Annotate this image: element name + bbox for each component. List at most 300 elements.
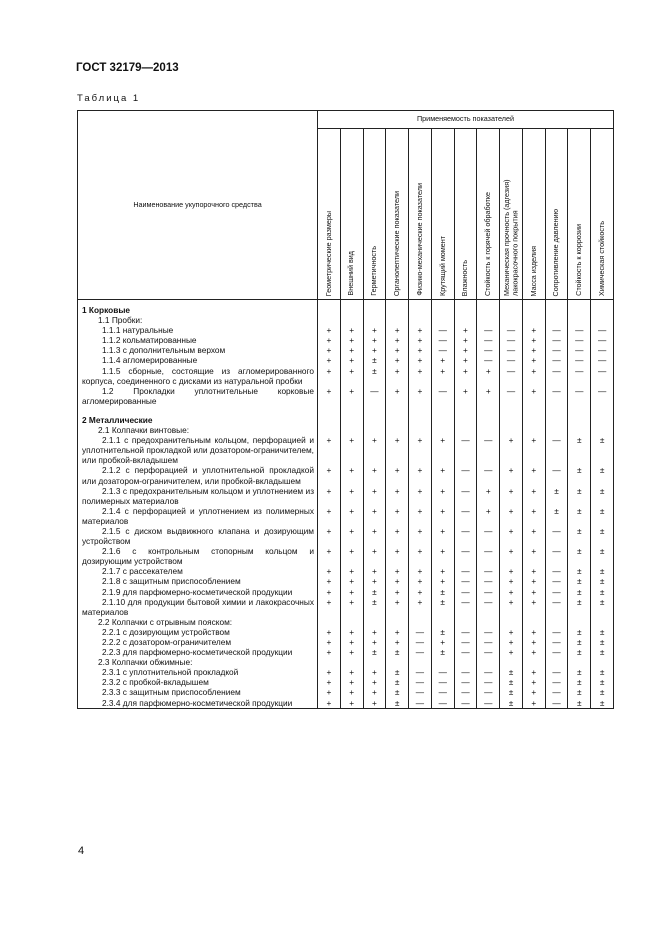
table-row xyxy=(78,366,614,386)
row-value: ± xyxy=(591,435,614,465)
row-value: + xyxy=(522,546,545,566)
row-value: ± xyxy=(568,576,591,586)
table-row xyxy=(78,506,614,526)
row-value: — xyxy=(477,526,500,546)
table-row xyxy=(78,300,614,316)
row-value: ± xyxy=(591,647,614,657)
row-value: — xyxy=(568,386,591,406)
row-value: + xyxy=(318,526,341,546)
row-name: 2.3.2 с пробкой-вкладышем xyxy=(78,677,318,687)
row-value: ± xyxy=(431,627,454,637)
row-value xyxy=(409,406,432,415)
row-value: — xyxy=(545,435,568,465)
row-value: — xyxy=(454,677,477,687)
row-value xyxy=(340,617,363,627)
column-header xyxy=(500,129,523,300)
row-value xyxy=(477,657,500,667)
row-name: 1.1.1 натуральные xyxy=(78,325,318,335)
row-value: ± xyxy=(500,698,523,709)
row-value xyxy=(545,315,568,325)
row-value: — xyxy=(477,627,500,637)
row-value: + xyxy=(500,566,523,576)
row-value: + xyxy=(409,366,432,386)
row-value: — xyxy=(477,325,500,335)
row-value xyxy=(340,657,363,667)
row-value: + xyxy=(386,526,409,546)
table-row xyxy=(78,315,614,325)
row-value: — xyxy=(431,345,454,355)
row-value xyxy=(591,657,614,667)
row-value: ± xyxy=(568,566,591,576)
row-value: — xyxy=(545,345,568,355)
row-value: — xyxy=(477,355,500,365)
column-header xyxy=(522,129,545,300)
row-value xyxy=(431,425,454,435)
row-value xyxy=(568,315,591,325)
row-value: — xyxy=(477,637,500,647)
row-value: + xyxy=(363,687,386,697)
row-value: + xyxy=(500,486,523,506)
row-value: + xyxy=(409,506,432,526)
table-row xyxy=(78,325,614,335)
column-header-label: Органолептические показатели xyxy=(391,190,401,296)
row-value: + xyxy=(318,345,341,355)
row-value xyxy=(363,657,386,667)
row-value: + xyxy=(522,486,545,506)
row-value xyxy=(454,300,477,316)
row-value xyxy=(409,315,432,325)
row-value xyxy=(522,657,545,667)
document-title: ГОСТ 32179—2013 xyxy=(76,62,179,74)
row-value: + xyxy=(386,486,409,506)
row-value xyxy=(318,425,341,435)
row-value: — xyxy=(591,345,614,355)
row-value: + xyxy=(363,486,386,506)
row-value: — xyxy=(545,465,568,485)
row-value: — xyxy=(591,325,614,335)
row-value: ± xyxy=(386,647,409,657)
table-row xyxy=(78,647,614,657)
row-name: 1.2 Прокладки уплотнительные корковые агломерированные xyxy=(78,386,318,406)
table-row xyxy=(78,345,614,355)
column-header xyxy=(340,129,363,300)
row-value: — xyxy=(568,366,591,386)
row-value xyxy=(545,617,568,627)
row-value xyxy=(386,406,409,415)
row-value: ± xyxy=(568,546,591,566)
row-value: + xyxy=(363,526,386,546)
row-value: — xyxy=(477,345,500,355)
row-value xyxy=(545,415,568,425)
row-value: — xyxy=(591,386,614,406)
row-value: — xyxy=(431,667,454,677)
row-value xyxy=(318,657,341,667)
row-value: + xyxy=(386,366,409,386)
row-value xyxy=(522,415,545,425)
row-value: + xyxy=(363,335,386,345)
row-value: — xyxy=(500,345,523,355)
row-value: ± xyxy=(591,677,614,687)
row-value: — xyxy=(477,647,500,657)
row-value: — xyxy=(477,566,500,576)
row-value: + xyxy=(340,647,363,657)
row-value: ± xyxy=(386,677,409,687)
row-value: + xyxy=(409,386,432,406)
row-value: — xyxy=(409,637,432,647)
row-value: — xyxy=(477,546,500,566)
row-value: + xyxy=(363,345,386,355)
row-value: + xyxy=(409,335,432,345)
row-value xyxy=(500,300,523,316)
row-value: + xyxy=(340,435,363,465)
row-value: + xyxy=(318,465,341,485)
row-value: — xyxy=(477,435,500,465)
table-row xyxy=(78,677,614,687)
row-value xyxy=(431,300,454,316)
row-value: + xyxy=(522,465,545,485)
row-value: ± xyxy=(386,698,409,709)
row-value xyxy=(340,415,363,425)
row-value: + xyxy=(386,465,409,485)
row-value xyxy=(340,300,363,316)
row-value: — xyxy=(591,366,614,386)
row-value: ± xyxy=(591,597,614,617)
column-header xyxy=(591,129,614,300)
row-value xyxy=(409,300,432,316)
row-name: 1.1.4 агломерированные xyxy=(78,355,318,365)
row-value: — xyxy=(477,335,500,345)
row-name: 2.2.1 с дозирующим устройством xyxy=(78,627,318,637)
row-value xyxy=(500,415,523,425)
applicability-table xyxy=(77,110,614,709)
row-value: + xyxy=(454,355,477,365)
row-value: — xyxy=(454,687,477,697)
row-value: + xyxy=(454,386,477,406)
row-value: + xyxy=(409,465,432,485)
row-name: 2.3.3 с защитным приспособлением xyxy=(78,687,318,697)
row-value: — xyxy=(545,526,568,546)
row-value: ± xyxy=(431,647,454,657)
applicability-group-header: Применяемость показателей xyxy=(318,111,614,129)
row-value: — xyxy=(477,587,500,597)
row-value xyxy=(522,300,545,316)
row-value: + xyxy=(318,576,341,586)
row-value: + xyxy=(431,566,454,576)
row-value xyxy=(500,406,523,415)
row-value: + xyxy=(340,627,363,637)
row-value xyxy=(522,315,545,325)
row-value: + xyxy=(522,637,545,647)
row-value: + xyxy=(409,526,432,546)
row-value xyxy=(386,415,409,425)
row-value xyxy=(500,657,523,667)
row-value: — xyxy=(500,355,523,365)
row-value: — xyxy=(477,597,500,617)
row-value xyxy=(454,415,477,425)
row-value: + xyxy=(500,576,523,586)
row-value: + xyxy=(431,435,454,465)
row-value xyxy=(409,425,432,435)
row-value: ± xyxy=(591,687,614,697)
row-value: — xyxy=(454,637,477,647)
table-row xyxy=(78,465,614,485)
row-value: — xyxy=(545,637,568,647)
row-value: + xyxy=(340,546,363,566)
row-value: ± xyxy=(568,465,591,485)
row-value: — xyxy=(454,627,477,637)
row-value: + xyxy=(522,597,545,617)
row-value: + xyxy=(340,597,363,617)
row-value: ± xyxy=(568,526,591,546)
row-name: 2.1.1 с предохранительным кольцом, перфорацией и уплотнительной прокладкой или дозатором-ограничителем, или пробкой-вкладышем xyxy=(78,435,318,465)
row-value xyxy=(454,406,477,415)
row-value xyxy=(522,425,545,435)
row-value xyxy=(477,617,500,627)
row-value: + xyxy=(477,486,500,506)
row-value: + xyxy=(386,355,409,365)
row-value: + xyxy=(363,566,386,576)
row-value xyxy=(591,617,614,627)
row-name: 2.1.9 для парфюмерно-косметической продукции xyxy=(78,587,318,597)
column-header-label: Механическая прочность (адгезия) лакокрасочного покрытия xyxy=(501,179,519,296)
row-value xyxy=(522,617,545,627)
row-value: + xyxy=(522,506,545,526)
row-value: + xyxy=(522,576,545,586)
row-value: + xyxy=(363,506,386,526)
row-value xyxy=(454,657,477,667)
row-value: + xyxy=(318,587,341,597)
row-value: + xyxy=(454,335,477,345)
row-value: + xyxy=(386,566,409,576)
row-name: 2.1.4 с перфорацией и уплотнением из полимерных материалов xyxy=(78,506,318,526)
row-value: ± xyxy=(591,546,614,566)
row-value xyxy=(318,415,341,425)
row-value: ± xyxy=(431,597,454,617)
row-value xyxy=(431,415,454,425)
row-value: — xyxy=(454,597,477,617)
row-value: + xyxy=(500,526,523,546)
row-value: + xyxy=(522,627,545,637)
row-value: + xyxy=(500,637,523,647)
row-value xyxy=(545,300,568,316)
row-value: + xyxy=(363,546,386,566)
row-name: 1.1.2 кольматированные xyxy=(78,335,318,345)
row-value: — xyxy=(454,526,477,546)
row-value: ± xyxy=(591,566,614,576)
row-value: + xyxy=(522,526,545,546)
row-value: + xyxy=(318,627,341,637)
row-value xyxy=(568,617,591,627)
row-value: + xyxy=(363,667,386,677)
row-value: — xyxy=(454,698,477,709)
row-value: — xyxy=(545,698,568,709)
row-value: ± xyxy=(591,627,614,637)
column-header xyxy=(409,129,432,300)
row-value: + xyxy=(409,486,432,506)
row-value: + xyxy=(386,506,409,526)
row-value xyxy=(386,425,409,435)
row-value: ± xyxy=(591,526,614,546)
row-value: + xyxy=(318,546,341,566)
row-value xyxy=(545,657,568,667)
row-value: — xyxy=(409,647,432,657)
row-name: 2.1.6 с контрольным стопорным кольцом и дозирующим устройством xyxy=(78,546,318,566)
row-value xyxy=(454,617,477,627)
row-value: ± xyxy=(363,366,386,386)
row-value: — xyxy=(454,465,477,485)
row-name: 1 Корковые xyxy=(78,300,318,316)
row-value: — xyxy=(545,366,568,386)
row-value: + xyxy=(340,576,363,586)
row-value: — xyxy=(545,576,568,586)
row-value: ± xyxy=(545,506,568,526)
row-value: — xyxy=(500,325,523,335)
row-value: — xyxy=(454,587,477,597)
column-header-label: Сопротивление давлению xyxy=(551,208,561,296)
row-value: + xyxy=(500,587,523,597)
row-name: 2.2.3 для парфюмерно-косметической продукции xyxy=(78,647,318,657)
row-value xyxy=(431,406,454,415)
row-value: ± xyxy=(545,486,568,506)
table-row xyxy=(78,637,614,647)
row-value: ± xyxy=(500,677,523,687)
row-value: ± xyxy=(591,587,614,597)
row-value: + xyxy=(522,667,545,677)
row-value: + xyxy=(340,687,363,697)
row-value: + xyxy=(386,435,409,465)
row-value: ± xyxy=(568,698,591,709)
row-value: ± xyxy=(568,486,591,506)
row-value: + xyxy=(431,526,454,546)
column-header xyxy=(568,129,591,300)
table-row xyxy=(78,597,614,617)
column-header-label: Физико-механические показатели xyxy=(414,183,424,296)
row-name: 2.1.10 для продукции бытовой химии и лакокрасочных материалов xyxy=(78,597,318,617)
column-header xyxy=(431,129,454,300)
row-value xyxy=(500,425,523,435)
row-value: + xyxy=(409,587,432,597)
row-value: + xyxy=(340,325,363,335)
row-value: + xyxy=(340,335,363,345)
row-value: ± xyxy=(500,667,523,677)
row-value xyxy=(568,406,591,415)
column-header-label: Геометрические размеры xyxy=(323,210,333,296)
row-value xyxy=(500,617,523,627)
row-value: + xyxy=(409,576,432,586)
table-row xyxy=(78,526,614,546)
row-value: + xyxy=(318,386,341,406)
row-value: + xyxy=(318,325,341,335)
row-value: — xyxy=(454,647,477,657)
row-value: + xyxy=(386,335,409,345)
row-value: + xyxy=(522,647,545,657)
row-value: ± xyxy=(591,698,614,709)
row-value: ± xyxy=(386,667,409,677)
row-value: — xyxy=(431,386,454,406)
table-row xyxy=(78,657,614,667)
row-value: + xyxy=(409,325,432,335)
row-value: — xyxy=(477,698,500,709)
row-value: + xyxy=(363,435,386,465)
row-value: + xyxy=(454,325,477,335)
row-value: ± xyxy=(591,465,614,485)
row-value xyxy=(591,300,614,316)
row-value: ± xyxy=(591,486,614,506)
table-row xyxy=(78,355,614,365)
row-value: + xyxy=(318,506,341,526)
row-value: + xyxy=(431,486,454,506)
row-value: + xyxy=(340,465,363,485)
row-value: + xyxy=(522,587,545,597)
table-row xyxy=(78,587,614,597)
row-value xyxy=(545,425,568,435)
row-name: 2.1.3 с предохранительным кольцом и уплотнением из полимерных материалов xyxy=(78,486,318,506)
row-value: + xyxy=(386,325,409,335)
row-value: — xyxy=(454,566,477,576)
row-value: — xyxy=(568,335,591,345)
row-value: + xyxy=(340,355,363,365)
row-value: — xyxy=(431,325,454,335)
row-value: + xyxy=(522,366,545,386)
row-value: ± xyxy=(568,587,591,597)
row-value: — xyxy=(409,687,432,697)
page-number: 4 xyxy=(78,845,85,857)
row-value: — xyxy=(545,325,568,335)
row-value: — xyxy=(477,687,500,697)
row-value: — xyxy=(545,687,568,697)
column-header xyxy=(363,129,386,300)
column-header-label: Химическая стойкость xyxy=(596,221,606,296)
row-value: + xyxy=(409,597,432,617)
table-row xyxy=(78,576,614,586)
row-value xyxy=(318,617,341,627)
row-name: 2.3 Колпачки обжимные: xyxy=(78,657,318,667)
row-value: + xyxy=(500,546,523,566)
row-value xyxy=(340,425,363,435)
row-name: 2.1.8 с защитным приспособлением xyxy=(78,576,318,586)
row-name: 2.3.4 для парфюмерно-косметической продукции xyxy=(78,698,318,709)
row-value xyxy=(386,617,409,627)
table-row xyxy=(78,627,614,637)
column-header-label: Масса изделия xyxy=(528,245,538,296)
row-value: + xyxy=(318,366,341,386)
row-value: + xyxy=(318,667,341,677)
row-value: + xyxy=(386,546,409,566)
row-value: + xyxy=(477,366,500,386)
row-value: + xyxy=(500,627,523,637)
row-value: + xyxy=(500,597,523,617)
row-value: — xyxy=(545,566,568,576)
row-value: ± xyxy=(591,637,614,647)
row-value: ± xyxy=(568,506,591,526)
table-row xyxy=(78,486,614,506)
row-value: — xyxy=(500,386,523,406)
row-value: — xyxy=(409,667,432,677)
row-value xyxy=(431,617,454,627)
row-value: + xyxy=(363,677,386,687)
table-row xyxy=(78,386,614,406)
row-value: — xyxy=(545,386,568,406)
column-header xyxy=(318,129,341,300)
row-value: — xyxy=(568,345,591,355)
row-value: + xyxy=(386,576,409,586)
row-value xyxy=(568,657,591,667)
row-value: + xyxy=(318,355,341,365)
row-value xyxy=(568,425,591,435)
table-row xyxy=(78,335,614,345)
row-value: — xyxy=(591,335,614,345)
row-value: ± xyxy=(568,667,591,677)
